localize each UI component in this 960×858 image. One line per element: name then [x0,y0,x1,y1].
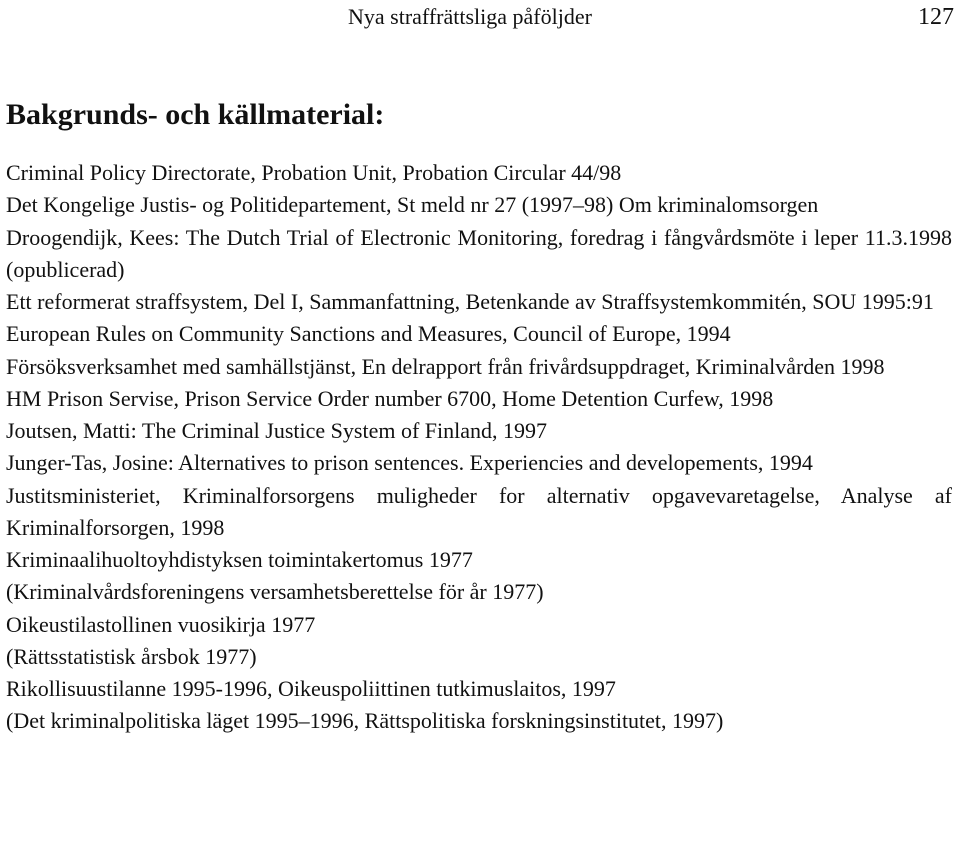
reference-item: Ett reformerat straffsystem, Del I, Sammanfattning, Betenkande av Straffsystemkommitén, SOU 1995:91 [6,289,934,314]
reference-item: Droogendijk, Kees: The Dutch Trial of Electronic Monitoring, foredrag i fångvårdsmöte i leper 11.3.1998 (opublicerad) [6,224,952,282]
reference-item: HM Prison Servise, Prison Service Order number 6700, Home Detention Curfew, 1998 [6,385,774,411]
reference-item: (Kriminalvårdsforeningens versamhetsberettelse för år 1977) [6,579,544,605]
reference-item: European Rules on Community Sanctions and Measures, Council of Europe, 1994 [6,321,731,347]
reference-item: Rikollisuustilanne 1995-1996, Oikeuspoliittinen tutkimuslaitos, 1997 [6,676,616,701]
reference-item: (Rättsstatistisk årsbok 1977) [6,643,257,669]
reference-item: Kriminaalihuoltoyhdistyksen toimintakertomus 1977 [6,547,473,572]
reference-item: Joutsen, Matti: The Criminal Justice System of Finland, 1997 [6,418,548,443]
page-number: 127 [918,4,954,30]
reference-item: Oikeustilastollinen vuosikirja 1977 [6,611,316,637]
reference-item: Criminal Policy Directorate, Probation Unit, Probation Circular 44/98 [6,160,622,185]
reference-item: Det Kongelige Justis- og Politidepartement, St meld nr 27 (1997–98) Om kriminalomsorgen [6,192,819,218]
reference-item: Justitsministeriet, Kriminalforsorgens muligheder for alternativ opgavevaretagelse, Analyse af Kriminalforsorgen, 1998 [6,482,952,540]
running-header-title: Nya straffrättsliga påföljder [348,4,592,29]
reference-item: Försöksverksamhet med samhällstjänst, En delrapport från frivårdsuppdraget, Kriminalvården 1998 [6,353,885,379]
running-header [0,2,960,34]
reference-item: Junger-Tas, Josine: Alternatives to prison sentences. Experiencies and developements, 1994 [6,450,813,476]
reference-list [6,157,952,738]
reference-item: (Det kriminalpolitiska läget 1995–1996, Rättspolitiska forskningsinstitutet, 1997) [6,708,724,734]
section-heading: Bakgrunds- och källmaterial: [6,98,385,131]
